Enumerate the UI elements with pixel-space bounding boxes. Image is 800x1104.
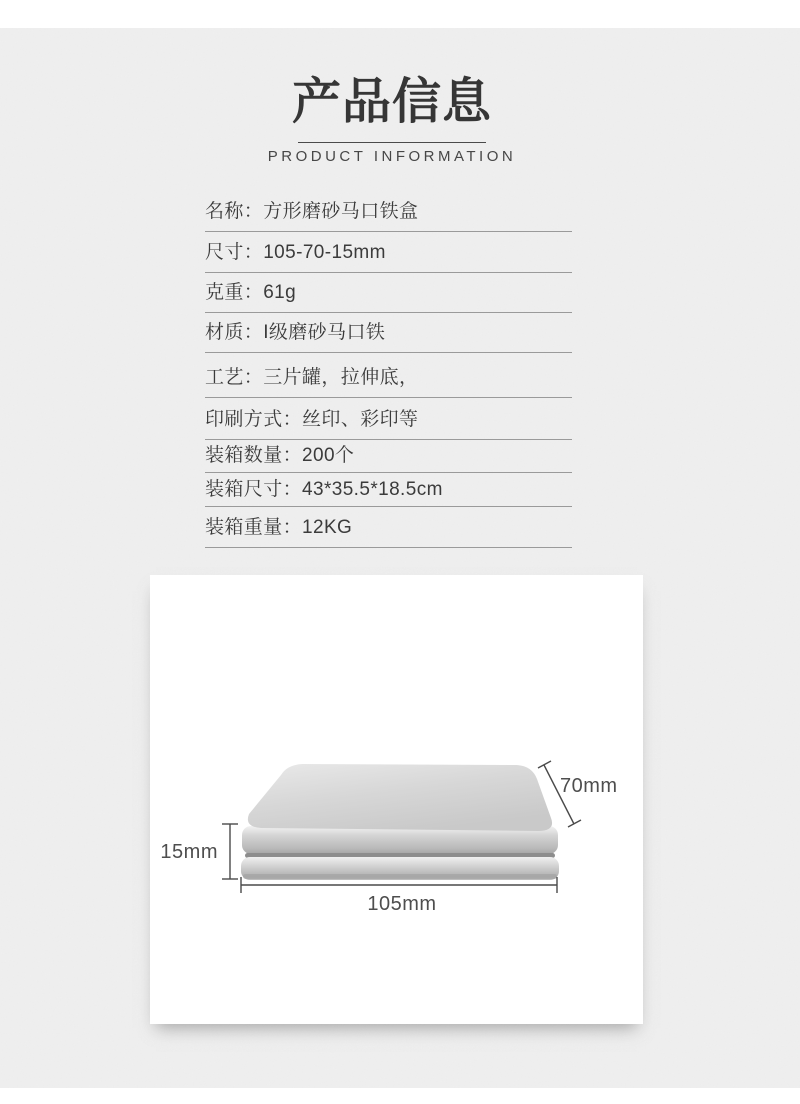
dimension-label-depth: 70mm <box>560 775 618 797</box>
spec-row-name <box>205 192 572 232</box>
spec-row-printing <box>205 398 572 440</box>
spec-row-carton-qty <box>205 440 572 473</box>
spec-value: 方形磨砂马口铁盒 <box>263 201 419 222</box>
dimension-label-width: 105mm <box>367 893 437 915</box>
spec-value: 61g <box>263 282 297 303</box>
tin-top-face <box>248 764 552 831</box>
spec-row-material <box>205 313 572 353</box>
tin-base-bottom-shade <box>243 874 557 879</box>
title-divider <box>298 142 486 143</box>
spec-label: 尺寸： <box>205 242 264 263</box>
spec-value: 105-70-15mm <box>263 242 386 263</box>
spec-value: 丝印、彩印等 <box>302 409 419 430</box>
spec-label: 工艺： <box>205 367 264 388</box>
product-photo-panel <box>150 575 643 1024</box>
spec-row-carton-size <box>205 473 572 507</box>
spec-label: 装箱数量： <box>205 445 303 466</box>
spec-label: 装箱重量： <box>205 517 303 538</box>
spec-value: 43*35.5*18.5cm <box>302 479 443 500</box>
spec-row-carton-weight <box>205 507 572 548</box>
spec-label: 名称： <box>205 201 264 222</box>
spec-row-weight <box>205 273 572 313</box>
header <box>0 72 784 165</box>
spec-label: 印刷方式： <box>205 409 303 430</box>
spec-value: 三片罐，拉伸底， <box>263 367 419 388</box>
spec-label: 材质： <box>205 322 264 343</box>
spec-label: 克重： <box>205 282 264 303</box>
tin-box-illustration <box>150 575 643 1024</box>
spec-value: 12KG <box>302 517 353 538</box>
spec-value: I级磨砂马口铁 <box>263 322 386 343</box>
spec-row-size <box>205 232 572 273</box>
page-subtitle: PRODUCT INFORMATION <box>267 148 517 165</box>
spec-list <box>205 192 572 548</box>
dimension-label-height: 15mm <box>160 841 218 863</box>
page-title: 产品信息 <box>291 75 492 129</box>
spec-value: 200个 <box>302 445 355 466</box>
spec-label: 装箱尺寸： <box>205 479 303 500</box>
spec-row-process <box>205 353 572 398</box>
